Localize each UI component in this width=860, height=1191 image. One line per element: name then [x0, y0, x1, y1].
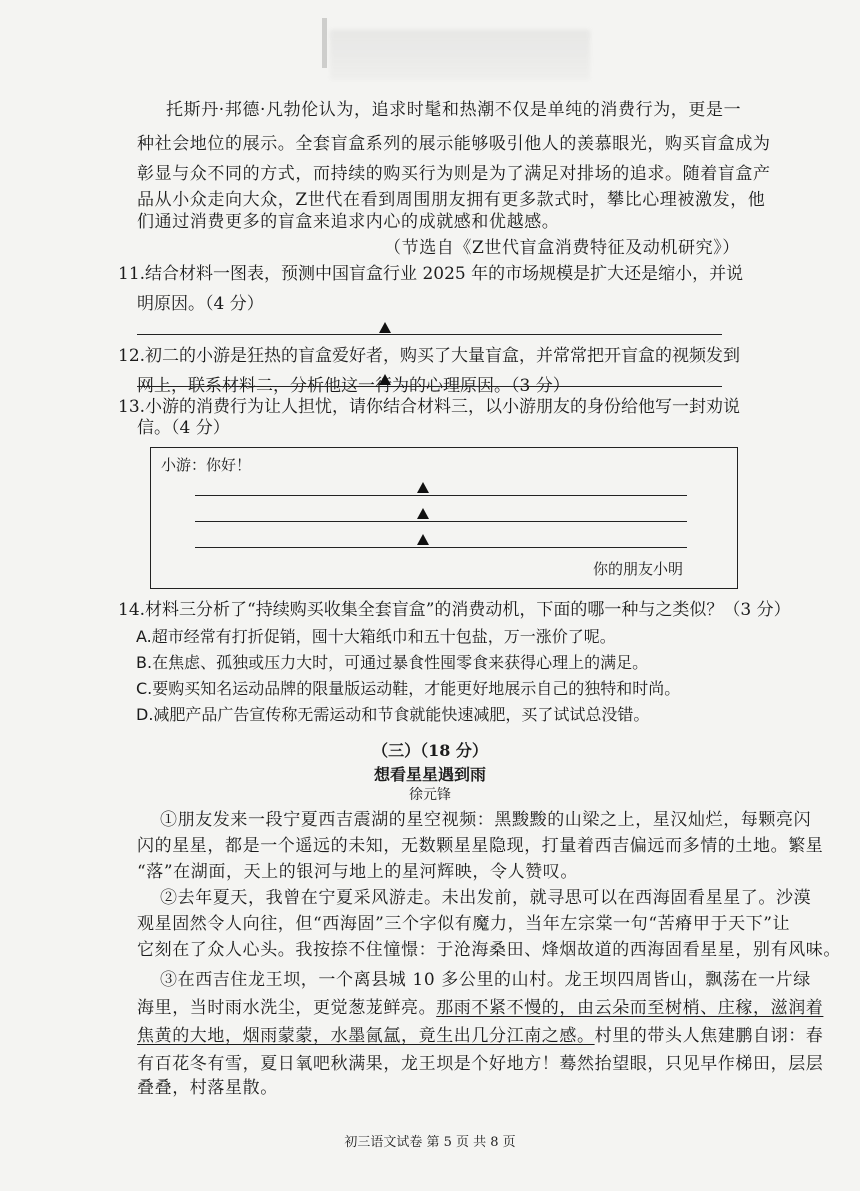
- q13-stem-line-1: 13.小游的消费行为让人担忧，请你结合材料三，以小游朋友的身份给他写一封劝说: [118, 397, 741, 417]
- bleed-through-mark: [322, 18, 327, 68]
- q13-stem-line-2: 信。（4 分）: [137, 418, 230, 438]
- article-p2-line-2: 观星固然令人向往，但“西海固”三个字似有魔力，当年左宗棠一句“苦瘠甲于天下”让: [137, 914, 791, 934]
- underlined-passage: 焦黄的大地，烟雨蒙蒙，水墨氤氲，竟生出几分江南之感。: [137, 1026, 595, 1046]
- article-p3-line-3-text: 村里的带头人焦建鹏自诩：春: [594, 1026, 824, 1046]
- q11-stem-line-2: 明原因。（4 分）: [137, 294, 264, 314]
- answer-marker-icon: [417, 534, 429, 545]
- underlined-passage: 那雨不紧不慢的，由云朵而至树梢、庄稼，滋润着: [436, 998, 824, 1018]
- bleed-through-shadow: [330, 30, 590, 80]
- article-author: 徐元锋: [409, 787, 451, 803]
- answer-line-q11[interactable]: [137, 334, 722, 335]
- letter-line-2[interactable]: [195, 521, 687, 522]
- article-p3-line-5: 叠叠，村落星散。: [137, 1078, 278, 1098]
- article-p3-line-2: [137, 994, 823, 1022]
- answer-marker-icon: [417, 482, 429, 493]
- article-p3-line-3: [137, 1022, 823, 1050]
- q14-option-a[interactable]: A.超市经常有打折促销，囤十大箱纸巾和五十包盐，万一涨价了呢。: [136, 627, 616, 646]
- answer-marker-icon: [379, 374, 391, 385]
- material-line-5: 们通过消费更多的盲盒来追求内心的成就感和优越感。: [137, 212, 560, 232]
- article-p3-line-4: 有百花冬有雪，夏日氧吧秋满果，龙王坝是个好地方！蓦然抬望眼，只见早作梯田，层层: [137, 1054, 824, 1074]
- article-p2-line-1: ②去年夏天，我曾在宁夏采风游走。未出发前，就寻思可以在西海固看星星了。沙漠: [160, 888, 812, 908]
- q11-stem-line-1: 11.结合材料一图表，预测中国盲盒行业 2025 年的市场规模是扩大还是缩小，并说: [118, 264, 744, 284]
- q14-option-b[interactable]: B.在焦虑、孤独或压力大时，可通过暴食性囤零食来获得心理上的满足。: [136, 653, 649, 672]
- answer-marker-icon: [417, 508, 429, 519]
- q12-stem-line-1: 12.初二的小游是狂热的盲盒爱好者，购买了大量盲盒，并常常把开盲盒的视频发到: [118, 346, 741, 366]
- material-line-4: 品从小众走向大众，Z世代在看到周围朋友拥有更多款式时，攀比心理被激发，他: [137, 190, 766, 210]
- q12-stem-line-2: 网上，联系材料二，分析他这一行为的心理原因。（3 分）: [137, 376, 570, 396]
- material-line-3: 彰显与众不同的方式，而持续的购买行为则是为了满足对排场的追求。随着盲盒产: [137, 164, 771, 184]
- answer-line-q12[interactable]: [137, 386, 722, 387]
- q14-option-d[interactable]: D.减肥产品广告宣传称无需运动和节食就能快速减肥，买了试试总没错。: [136, 705, 650, 724]
- material-source: （节选自《Z世代盲盒消费特征及动机研究》）: [384, 238, 740, 258]
- letter-line-1[interactable]: [195, 495, 687, 496]
- answer-marker-icon: [379, 322, 391, 333]
- article-title: 想看星星遇到雨: [373, 765, 486, 784]
- letter-greeting: 小游：你好！: [161, 456, 252, 474]
- letter-signature: 你的朋友小明: [593, 560, 684, 578]
- article-p3-line-2-text: 海里，当时雨水洗尘，更觉葱茏鲜亮。: [137, 998, 437, 1018]
- article-p3-line-1: ③在西吉住龙王坝，一个离县城 10 多公里的山村。龙王坝四周皆山，飘荡在一片绿: [160, 970, 811, 990]
- q14-option-c[interactable]: C.要购买知名运动品牌的限量版运动鞋，才能更好地展示自己的独特和时尚。: [136, 679, 681, 698]
- article-p2-line-3: 它刻在了众人心头。我按捺不住憧憬：于沧海桑田、烽烟故道的西海固看星星，别有风味。: [137, 940, 841, 960]
- article-p1-line-3: “落”在湖面，天上的银河与地上的星河辉映，令人赞叹。: [137, 862, 578, 882]
- q14-stem: 14.材料三分析了“持续购买收集全套盲盒”的消费动机，下面的哪一种与之类似？（3 分）: [118, 600, 791, 620]
- material-line-2: 种社会地位的展示。全套盲盒系列的展示能够吸引他人的羡慕眼光，购买盲盒成为: [137, 134, 771, 154]
- page-footer: 初三语文试卷 第 5 页 共 8 页: [344, 1135, 516, 1150]
- material-line-1: 托斯丹·邦德·凡勃伦认为，追求时髦和热潮不仅是单纯的消费行为，更是一: [166, 100, 742, 120]
- article-p1-line-2: 闪的星星，都是一个遥远的未知，无数颗星星隐现，打量着西吉偏远而多情的土地。繁星: [137, 836, 824, 856]
- letter-line-3[interactable]: [195, 547, 687, 548]
- article-p1-line-1: ①朋友发来一段宁夏西吉震湖的星空视频：黑黢黢的山梁之上，星汉灿烂，每颗亮闪: [160, 810, 812, 830]
- section-heading: （三）（18 分）: [372, 741, 488, 760]
- letter-answer-box: [150, 447, 738, 589]
